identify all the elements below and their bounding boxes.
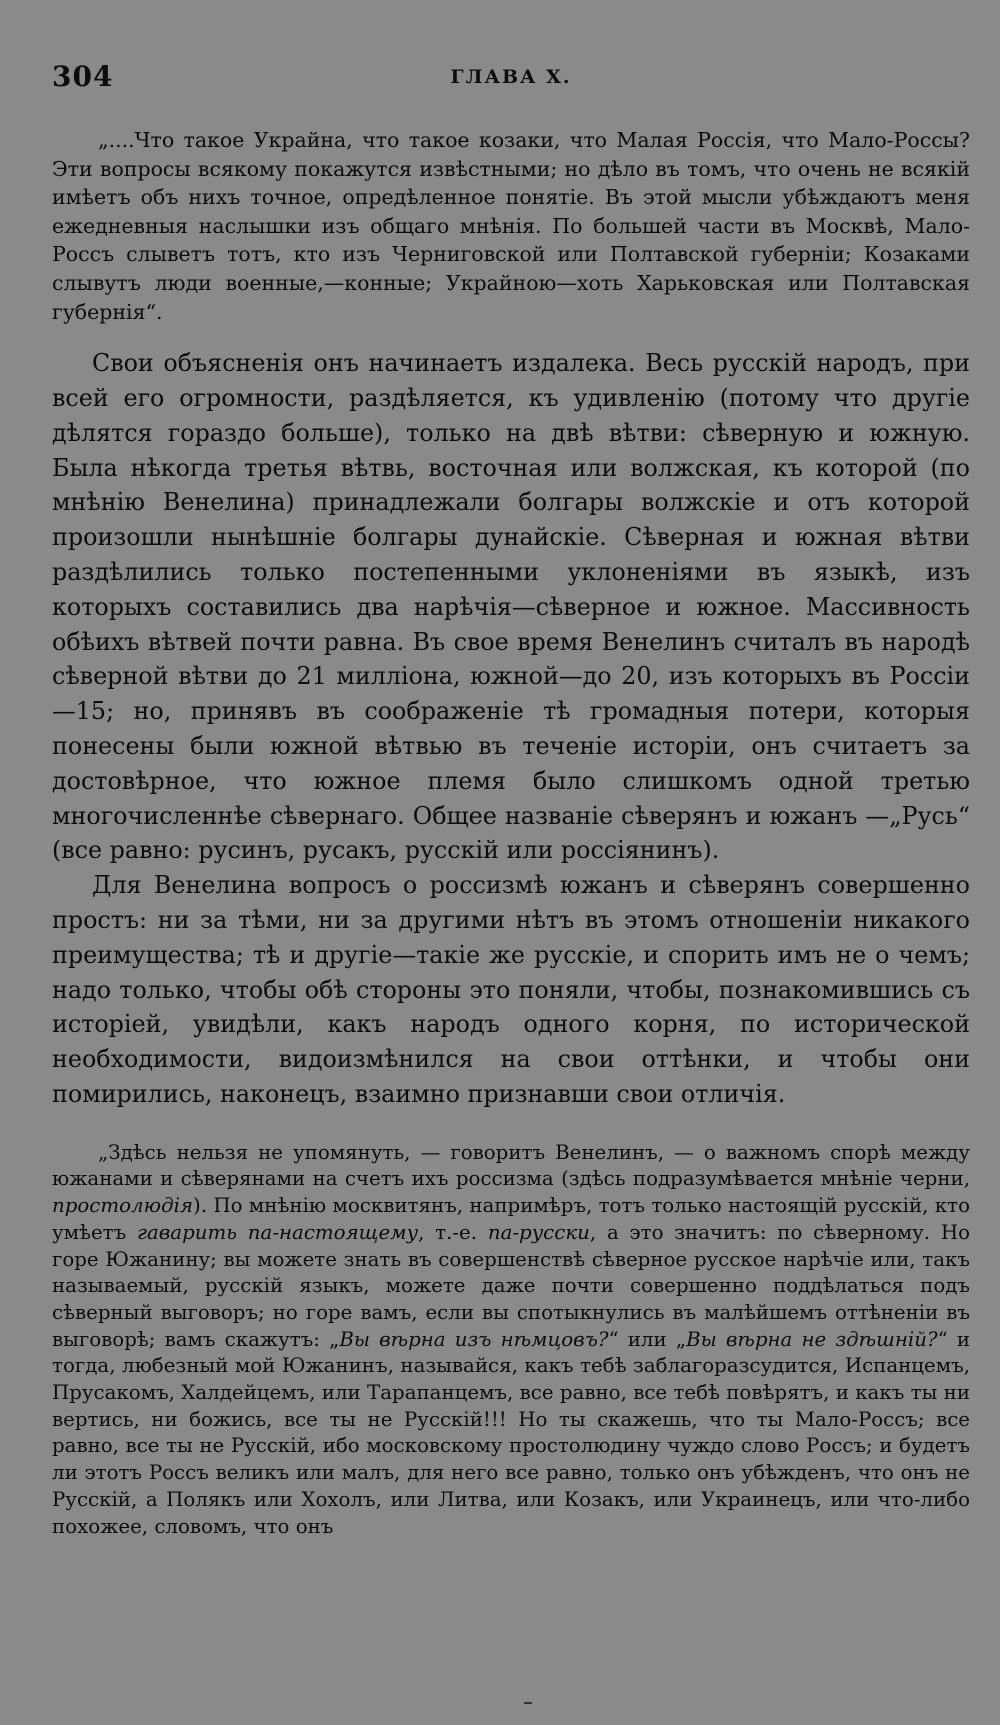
paragraph-1: Свои объясненія онъ начинаетъ издалека. Весь русскій народъ, при всей его огромности, раздѣляется, къ удивленію (потому что другіе дѣлятся гораздо больше), только на двѣ вѣтви: сѣверную и южную. Была нѣкогда третья вѣтвь, восточная или волжская, къ которой (по мнѣнію Венелина) принадлежали болгары волжскіе и отъ которой произошли нынѣшніе болгары дунайскіе. Сѣверная и южная вѣтви раздѣлились только постепенными уклоненіями въ языкѣ, изъ которыхъ составились два нарѣчія—сѣверное и южное. Массивность обѣихъ вѣтвей почти равна. Въ свое время Венелинъ считалъ въ народѣ сѣверной вѣтви до 21 милліона, южной—до 20, изъ которыхъ въ Россіи—15; но, принявъ въ соображеніе тѣ громадныя потери, которыя понесены были южной вѣтвью въ теченіе исторіи, онъ считаетъ за достовѣрное, что южное племя было слишкомъ одной третью многочисленнѣе сѣвернаго. Общее названіе сѣверянъ и южанъ —„Русь“ (все равно: русинъ, русакъ, русскій или россіянинъ).	[52, 349, 970, 865]
footnote-text: ). По мнѣнію москвитянъ, напримѣръ, тотъ только настоящій русскій, кто умѣетъ	[52, 1194, 970, 1244]
footnote-italic: Вы вѣрна не здѣшній?	[686, 1327, 938, 1351]
footnote-text: “ и тогда, любезный мой Южанинъ, называйся, какъ тебѣ заблагоразсудится, Испанцемъ, Прусакомъ, Халдейцемъ, или Тарапанцемъ, все равно, все тебѣ повѣрятъ, и какъ ты ни вертись, ни божись, все ты не Русскій!!! Но ты скажешь, что ты Мало-Россъ; все равно, все ты не Русскій, ибо московскому простолюдину чуждо слово Россъ; и будетъ ли этотъ Россъ великъ или малъ, для него все равно, только онъ убѣжденъ, что онъ не Русскій, а Полякъ или Хохолъ, или Литва, или Козакъ, или Украинецъ, или что-либо похожее, словомъ, что онъ	[52, 1327, 971, 1538]
footnote-text: “ или „	[608, 1327, 687, 1351]
block-quote: „....Что такое Украйна, что такое козаки, что Малая Россія, что Мало-Россы? Эти вопросы всякому покажутся извѣстными; но дѣло въ томъ, что очень не всякій имѣетъ объ нихъ точное, опредѣленное понятіе. Въ этой мысли убѣждаютъ меня ежедневныя наслышки изъ общаго мнѣнія. По большей части въ Москвѣ, Мало-Россъ слыветъ тотъ, кто изъ Черниговской или Полтавской губерніи; Козаками слывутъ люди военные,—конные; Украйною—хоть Харьковская или Полтавская губернія“.	[52, 128, 970, 324]
footnote-text: , а это значитъ: по сѣверному. Но горе Южанину; вы можете знать въ совершенствѣ сѣверное русское нарѣчіе или, такъ называемый, русскій языкъ, можете даже почти совершенно поддѣлаться подъ сѣверный выговоръ; но горе вамъ, если вы спотыкнулись въ малѣйшемъ оттѣненіи въ выговорѣ; вамъ скажутъ: „	[52, 1220, 970, 1351]
paragraph-2: Для Венелина вопросъ о россизмѣ южанъ и сѣверянъ совершенно простъ: ни за тѣми, ни за другими нѣтъ въ этомъ отношеніи никакого преимущества; тѣ и другіе—такіе же русскіе, и спорить имъ не о чемъ; надо только, чтобы обѣ стороны это поняли, чтобы, познакомившись съ исторіей, увидѣли, какъ народъ одного корня, по исторической необходимости, видоизмѣнился на свои оттѣнки, и чтобы они помирились, наконецъ, взаимно признавши свои отличія.	[52, 871, 970, 1108]
footnote-italic: простолюдія	[52, 1194, 194, 1218]
page-number: 304	[52, 60, 114, 93]
footnote-italic: гаварить па-настоящему	[136, 1220, 419, 1244]
footnote-italic: па-русски	[487, 1220, 590, 1244]
chapter-title: ГЛАВА X.	[450, 66, 572, 88]
running-head	[52, 60, 970, 100]
footnote-text: , т.-е.	[418, 1220, 488, 1244]
footnote-italic: Вы вѣрна изъ нѣмцовъ?	[339, 1327, 609, 1351]
footnote	[52, 1140, 970, 1541]
print-mark	[524, 1702, 532, 1704]
footnote-text: „Здѣсь нельзя не упомянуть, — говоритъ Венелинъ, — о важномъ спорѣ между южанами и сѣверянами на счетъ ихъ россизма (здѣсь подразумѣвается мнѣніе черни,	[52, 1140, 970, 1191]
book-page	[52, 60, 970, 1700]
